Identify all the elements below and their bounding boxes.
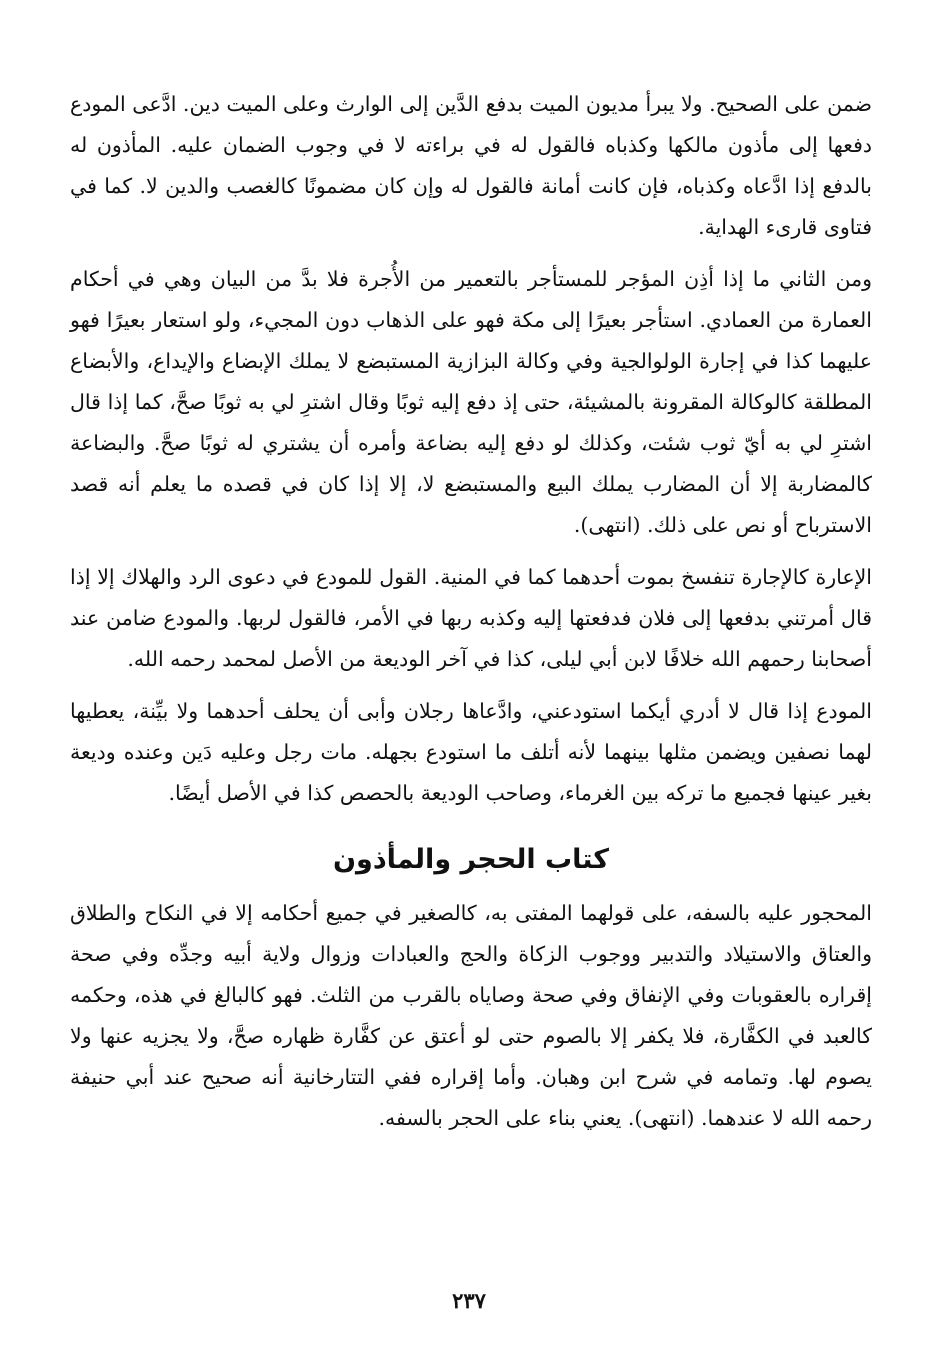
paragraph-1: ضمن على الصحيح. ولا يبرأ مديون الميت بدفع الدَّين إلى الوارث وعلى الميت دين. ادَّعى المودع دفعها إلى مأذون مالكها وكذباه فالقول له في براءته لا في وجوب الضمان عليه. المأذون له بالدفع إذا ادَّعاه وكذباه، فإن كانت أمانة فالقول له وإن كان مضمونًا كالغصب والدين لا. كما في فتاوى قارىء الهداية. [70, 92, 872, 239]
page-number: ٢٣٧ [452, 1288, 486, 1313]
page-body [70, 84, 872, 1139]
section-heading: كتاب الحجر والمأذون [333, 844, 609, 875]
paragraph-2: ومن الثاني ما إذا أذِن المؤجر للمستأجر بالتعمير من الأُجرة فلا بدَّ من البيان وهي في أحكام العمارة من العمادي. استأجر بعيرًا إلى مكة فهو على الذهاب دون المجيء، ولو استعار بعيرًا فهو عليهما كذا في إجارة الولوالجية وفي وكالة البزازية المستبضع لا يملك الإبضاع والإيداع، والأبضاع المطلقة كالوكالة المقرونة بالمشيئة، حتى إذ دفع إليه ثوبًا وقال اشترِ لي به ثوبًا صحَّ، كما إذا قال اشترِ لي به أيّ ثوب شئت، وكذلك لو دفع إليه بضاعة وأمره أن يشتري له ثوبًا صحَّ. والبضاعة كالمضاربة إلا أن المضارب يملك البيع والمستبضع لا، إلا إذا كان في قصده ما يعلم أنه قصد الاسترباح أو نص على ذلك. (انتهى). [70, 267, 872, 537]
paragraph-5: المحجور عليه بالسفه، على قولهما المفتى به، كالصغير في جميع أحكامه إلا في النكاح والطلاق والعتاق والاستيلاد والتدبير ووجوب الزكاة والحج والعبادات وزوال ولاية أبيه وجدِّه وفي صحة إقراره بالعقوبات وفي الإنفاق وفي صحة وصاياه بالقرب من الثلث. فهو كالبالغ في هذه، وحكمه كالعبد في الكفَّارة، فلا يكفر إلا بالصوم حتى لو أعتق عن كفَّارة ظهاره صحَّ، ولا يجزيه عنها ولا يصوم لها. وتمامه في شرح ابن وهبان. وأما إقراره ففي التتارخانية أنه صحيح عند أبي حنيفة رحمه الله لا عندهما. (انتهى). يعني بناء على الحجر بالسفه. [70, 901, 872, 1130]
paragraph-4: المودع إذا قال لا أدري أيكما استودعني، وادَّعاها رجلان وأبى أن يحلف أحدهما ولا بيِّنة، يعطيها لهما نصفين ويضمن مثلها بينهما لأنه أتلف ما استودع بجهله. مات رجل وعليه دَين وعنده وديعة بغير عينها فجميع ما تركه بين الغرماء، وصاحب الوديعة بالحصص كذا في الأصل أيضًا. [70, 699, 872, 805]
paragraph-3: الإعارة كالإجارة تنفسخ بموت أحدهما كما في المنية. القول للمودع في دعوى الرد والهلاك إلا إذا قال أمرتني بدفعها إلى فلان فدفعتها إليه وكذبه ربها في الأمر، فالقول لربها. والمودع ضامن عند أصحابنا رحمهم الله خلافًا لابن أبي ليلى، كذا في آخر الوديعة من الأصل لمحمد رحمه الله. [70, 565, 872, 671]
